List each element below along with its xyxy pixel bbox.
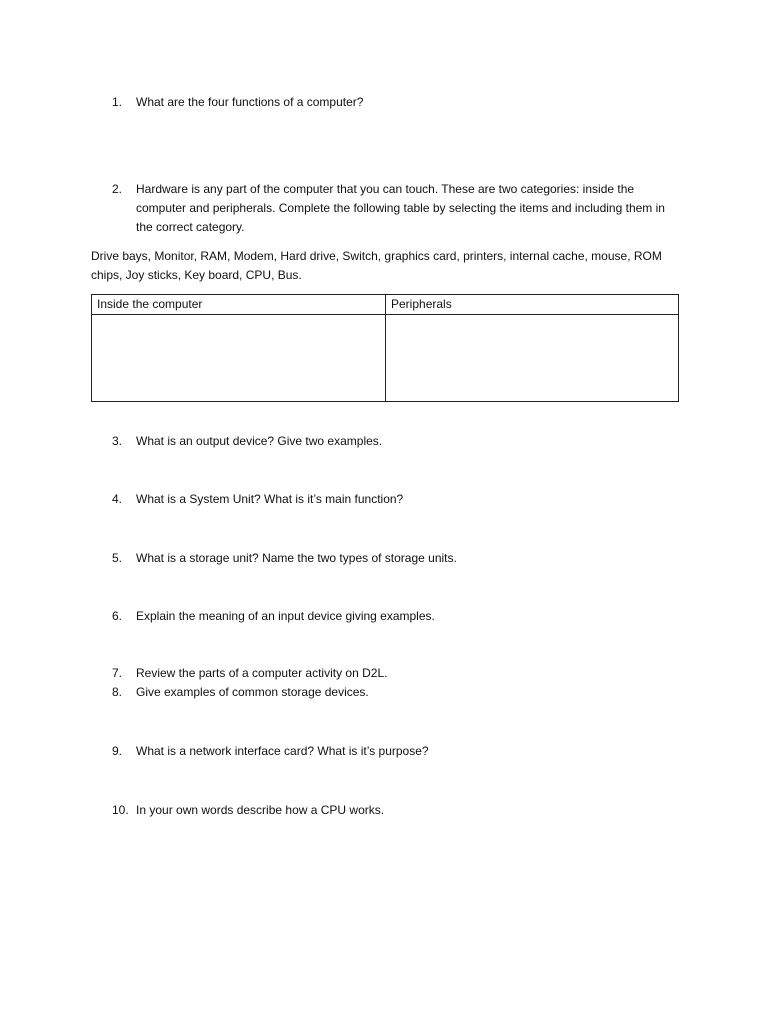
question-6 bbox=[112, 607, 672, 626]
question-text: In your own words describe how a CPU works. bbox=[136, 803, 385, 817]
question-number: 1. bbox=[112, 95, 123, 109]
question-text: What are the four functions of a computer? bbox=[136, 95, 364, 109]
question-number: 10. bbox=[112, 803, 129, 817]
question-text: What is an output device? Give two examples. bbox=[136, 434, 383, 448]
table-header-inside: Inside the computer bbox=[92, 295, 386, 315]
question-1 bbox=[112, 93, 672, 112]
question-9 bbox=[112, 742, 672, 761]
question-8 bbox=[112, 683, 672, 702]
question-number: 6. bbox=[112, 609, 123, 623]
question-text: Hardware is any part of the computer that you can touch. These are two categories: inside the computer and peripherals. Complete the following table by selecting the items and including them in the correct category. bbox=[136, 182, 665, 234]
question-number: 8. bbox=[112, 685, 123, 699]
question-number: 2. bbox=[112, 182, 123, 196]
question-number: 4. bbox=[112, 492, 123, 506]
question-text: What is a storage unit? Name the two types of storage units. bbox=[136, 551, 457, 565]
question-10 bbox=[112, 801, 672, 820]
peripherals-cell[interactable] bbox=[386, 315, 679, 402]
question-text: Explain the meaning of an input device giving examples. bbox=[136, 609, 435, 623]
question-3 bbox=[112, 432, 672, 451]
inside-computer-cell[interactable] bbox=[92, 315, 386, 402]
question-number: 3. bbox=[112, 434, 123, 448]
question-2 bbox=[112, 180, 672, 237]
hardware-category-table bbox=[91, 294, 679, 402]
question-text: What is a network interface card? What is it’s purpose? bbox=[136, 744, 429, 758]
question-number: 5. bbox=[112, 551, 123, 565]
table-header-peripherals: Peripherals bbox=[386, 295, 679, 315]
table-row bbox=[92, 315, 679, 402]
question-5 bbox=[112, 549, 672, 568]
question-text: What is a System Unit? What is it’s main function? bbox=[136, 492, 404, 506]
question-number: 7. bbox=[112, 666, 123, 680]
question-number: 9. bbox=[112, 744, 123, 758]
question-4 bbox=[112, 490, 672, 509]
hardware-word-list: Drive bays, Monitor, RAM, Modem, Hard drive, Switch, graphics card, printers, internal cache, mouse, ROM chips, Joy sticks, Key board, CPU, Bus. bbox=[91, 249, 662, 282]
question-7 bbox=[112, 664, 672, 683]
question-text: Give examples of common storage devices. bbox=[136, 685, 369, 699]
question-text: Review the parts of a computer activity on D2L. bbox=[136, 666, 388, 680]
